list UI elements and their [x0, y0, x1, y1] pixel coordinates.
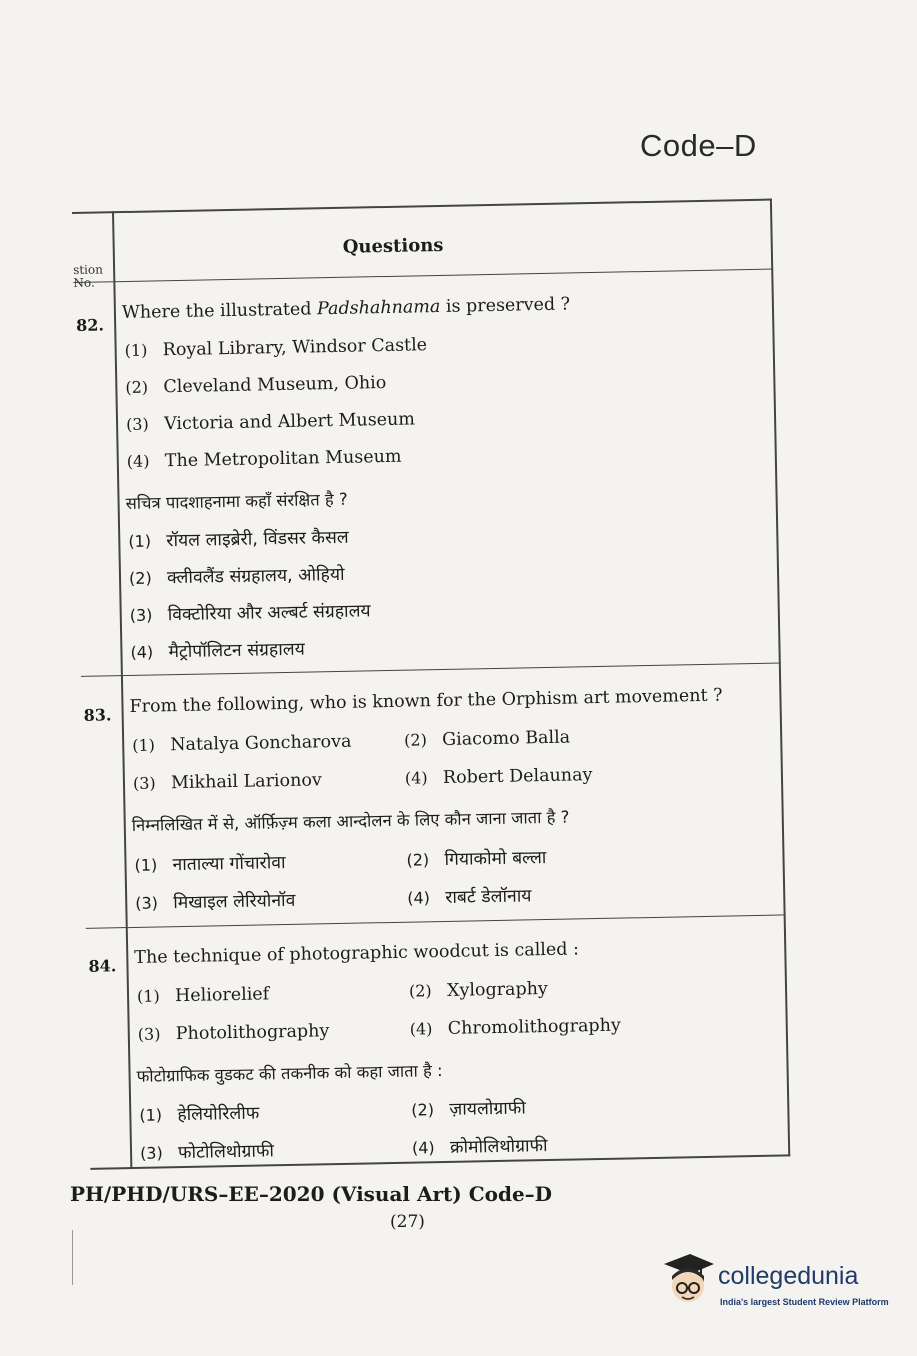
question-text: The technique of photographic woodcut is called : [134, 939, 580, 968]
option-hindi: (4) क्रोमोलिथोग्राफी [411, 1136, 548, 1158]
option-hindi: (3) फोटोलिथोग्राफी [139, 1141, 275, 1164]
option: (3) Photolithography [137, 1021, 330, 1045]
option-hindi: (3) मिखाइल लेरियोनॉव [135, 890, 296, 914]
collegedunia-watermark [660, 1250, 890, 1320]
question-table [72, 199, 790, 1170]
question-text-hindi: सचित्र पादशाहनामा कहाँ संरक्षित है ? [125, 489, 348, 514]
question-number: 84. [88, 956, 117, 976]
option-hindi: (2) गियाकोमो बल्ला [406, 848, 547, 870]
option: (1) Royal Library, Windsor Castle [124, 335, 428, 361]
option-hindi: (2) क्लीवलैंड संग्रहालय, ओहियो [128, 564, 345, 589]
option-hindi: (3) विक्टोरिया और अल्बर्ट संग्रहालय [129, 601, 371, 626]
option-hindi: (4) राबर्ट डेलॉनाय [407, 886, 532, 908]
brand-name: collegedunia [718, 1262, 859, 1290]
option-hindi: (1) रॉयल लाइब्रेरी, विंडसर कैसल [128, 527, 349, 552]
option: (1) Heliorelief [136, 984, 270, 1007]
option-hindi: (1) नाताल्या गोंचारोवा [134, 853, 286, 876]
option: (4) Robert Delaunay [404, 765, 593, 788]
question-number: 82. [75, 315, 105, 335]
option: (1) Natalya Goncharova [132, 731, 352, 756]
option: (2) Giacomo Balla [404, 727, 571, 750]
question-text: Where the illustrated Padshahnama is preserved ? [121, 294, 571, 324]
paper-code: Code–D [640, 128, 757, 163]
option: (2) Xylography [408, 979, 549, 1001]
page-number: (27) [390, 1212, 425, 1232]
question-text: From the following, who is known for the Orphism art movement ? [129, 685, 723, 717]
graduate-mascot-icon [660, 1250, 716, 1312]
option-hindi: (1) हेलियोरिलीफ [139, 1103, 260, 1126]
option-hindi: (2) ज़ायलोग्राफी [411, 1098, 526, 1120]
qno-column-heading: stion No. [72, 262, 104, 290]
question-number: 83. [83, 705, 112, 725]
option-hindi: (4) मैट्रोपॉलिटन संग्रहालय [130, 639, 305, 663]
question-text-hindi: फोटोग्राफिक वुडकट की तकनीक को कहा जाता है : [136, 1061, 443, 1086]
question-text-hindi: निम्नलिखित में से, ऑर्फ़िज़्म कला आन्दोलन के लिए कौन जाना जाता है ? [131, 807, 570, 835]
margin-mark [72, 1230, 73, 1285]
option: (2) Cleveland Museum, Ohio [125, 373, 387, 398]
brand-tagline: India's largest Student Review Platform [720, 1297, 889, 1307]
option: (4) The Metropolitan Museum [126, 446, 402, 472]
option: (3) Mikhail Larionov [132, 770, 322, 794]
option: (3) Victoria and Albert Museum [125, 409, 416, 435]
questions-heading: Questions [342, 234, 444, 258]
exam-footer: PH/PHD/URS–EE–2020 (Visual Art) Code–D [70, 1182, 553, 1206]
option: (4) Chromolithography [409, 1015, 622, 1039]
